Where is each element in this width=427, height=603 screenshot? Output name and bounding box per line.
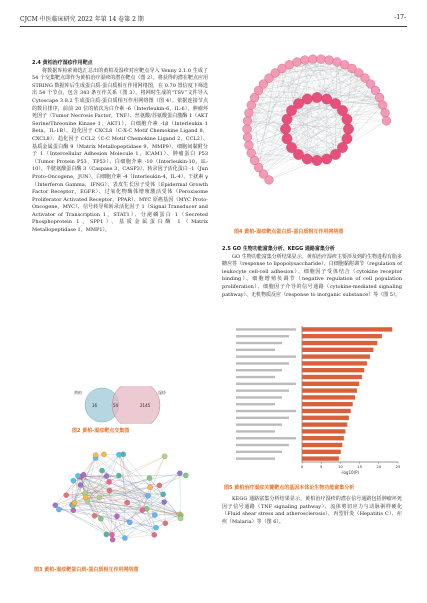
paragraph: GO 生物功能富集分析结果显示，黄柏治疗湿疹主要涉及到的生物进程有脂多糖应答（response to lipopolysaccharide）、白细胞黏附调节（regulation of leukocyte cell-cell adhesion）、细胞因子受体结合（cytokine receptor binding）、细胞增殖负调节（negative regulation of cell population proliferation）、细胞因子介导的信号通路（cytokine-mediated signaling pathway）、无机物质反应（response to inorganic substance）等（图 5）。 — [222, 253, 402, 298]
category-label-placeholder — [236, 349, 275, 351]
caption-fig5 — [224, 484, 354, 491]
ppi-node — [163, 521, 168, 526]
category-label-placeholder — [236, 328, 296, 330]
ppi-edge — [84, 458, 96, 475]
category-label-placeholder — [236, 396, 282, 398]
bar — [302, 368, 364, 372]
ppi-edge — [85, 455, 119, 494]
ppi-node — [183, 473, 188, 478]
bar — [302, 334, 382, 338]
ppi-node — [104, 474, 109, 479]
ppi-node — [71, 508, 76, 513]
ppi-node — [114, 514, 119, 519]
x-tick-label: 25 — [395, 464, 401, 469]
bar — [302, 436, 344, 440]
category-label-placeholder — [236, 451, 282, 453]
caption-fig3 — [34, 566, 138, 573]
network-node — [342, 114, 352, 124]
ppi-node — [122, 535, 127, 540]
ppi-node — [107, 488, 112, 493]
network-node — [280, 124, 290, 134]
header-rule — [20, 26, 407, 27]
x-axis-label: -log10(P) — [340, 470, 360, 475]
network-node — [322, 154, 332, 164]
figure-number: 图3 — [34, 567, 43, 573]
ppi-node — [71, 478, 76, 483]
paragraph: KEGG 通路富集分析结果显示，黄柏治疗湿疹的潜在信号通路包括肿瘤坏死因子信号通路（TNF signaling pathway）、流体剪切应力与动脉粥样硬化（Fluid shear stress and atherosclerosis）、丙型肝炎（Hepatitis C）、疟疾（Malaria）等（图 6）。 — [222, 496, 402, 525]
ppi-node — [147, 475, 152, 480]
left-column-text — [32, 60, 208, 235]
network-edge — [347, 105, 383, 119]
bar — [302, 354, 370, 358]
ppi-node — [148, 485, 153, 490]
bar — [302, 348, 373, 352]
bar — [302, 388, 357, 392]
ppi-node — [110, 537, 115, 542]
bar — [302, 375, 362, 379]
ppi-node — [93, 452, 98, 457]
figure-title: 黄柏-湿疹靶点交集图 — [82, 428, 130, 434]
ppi-node — [116, 452, 121, 457]
network-node — [243, 125, 252, 134]
category-label-placeholder — [236, 342, 282, 344]
ppi-node — [140, 508, 145, 513]
ppi-edge — [84, 475, 107, 477]
network-edge — [292, 110, 343, 147]
network-node — [309, 55, 318, 64]
ppi-node — [152, 532, 157, 537]
network-node — [282, 134, 292, 144]
figure-circular-network — [232, 40, 402, 218]
figure-number: 图5 — [224, 485, 233, 491]
venn-right-count: 2145 — [140, 403, 151, 408]
bar — [302, 409, 351, 413]
venn-both-count: 54 — [113, 403, 119, 408]
ppi-node — [92, 513, 97, 518]
right-column-text-2 — [222, 496, 402, 526]
ppi-node — [116, 473, 121, 478]
network-node — [317, 55, 326, 64]
figure-title: 黄柏-湿疹靶点蛋白质-蛋白质相互作用网络图 — [244, 229, 344, 235]
network-node — [244, 141, 253, 150]
bar — [302, 456, 339, 460]
network-edge — [249, 105, 383, 113]
network-edge — [251, 105, 347, 139]
category-label-placeholder — [236, 437, 296, 439]
caption-fig2 — [72, 427, 129, 434]
figure-title: 黄柏治疗湿疹关键靶点的基因本体论生物功能富集分析 — [234, 485, 355, 491]
ppi-edge — [79, 477, 125, 538]
journal-title: CJCM 中医临床研究 2022 年第 14 卷第 2 期 — [20, 16, 144, 23]
ppi-node — [99, 468, 104, 473]
ppi-node — [161, 492, 166, 497]
ppi-edge — [86, 456, 165, 497]
ppi-node — [152, 512, 157, 517]
network-node — [312, 155, 322, 165]
figure-number: 图4 — [234, 229, 243, 235]
bar — [302, 341, 377, 345]
figure-number: 图2 — [72, 428, 81, 434]
bar — [302, 422, 347, 426]
figure-title: 黄柏-湿疹靶蛋白质-蛋白质相互作用网络图 — [44, 567, 139, 573]
ppi-node — [56, 507, 61, 512]
ppi-node — [64, 493, 69, 498]
right-column-text — [222, 246, 402, 299]
ppi-node — [97, 495, 102, 500]
ppi-node — [78, 482, 83, 487]
bar — [302, 416, 349, 420]
category-label-placeholder — [236, 444, 289, 446]
venn-left-count: 16 — [92, 403, 98, 408]
ppi-edge — [109, 490, 129, 522]
category-label-placeholder — [236, 423, 282, 425]
network-node — [312, 92, 322, 102]
venn-left-label: 黄柏 — [74, 390, 82, 395]
network-edge — [251, 139, 287, 153]
category-label-placeholder — [236, 430, 275, 432]
ppi-edge — [113, 535, 155, 540]
network-node — [293, 58, 302, 67]
category-label-placeholder — [236, 389, 289, 391]
category-label-placeholder — [236, 417, 289, 419]
x-tick-label: 5 — [319, 464, 323, 469]
bar — [302, 450, 341, 454]
network-node — [343, 124, 353, 134]
category-label-placeholder — [236, 335, 289, 337]
venn-right-label: 湿疹 — [158, 390, 166, 395]
category-label-placeholder — [236, 383, 296, 385]
x-tick-label: 20 — [376, 464, 382, 469]
category-label-placeholder — [236, 376, 275, 378]
ppi-node — [127, 520, 132, 525]
section-heading-2-5: 2.5 GO 生物功能富集分析、KEGG 通路富集分析 — [222, 246, 335, 252]
ppi-node — [53, 503, 58, 508]
ppi-node — [177, 471, 182, 476]
ppi-edge — [159, 475, 185, 485]
section-heading-2-4: 2.4 黄柏治疗湿疹作用靶点 — [32, 60, 93, 66]
caption-fig4 — [234, 228, 343, 235]
ppi-edge — [104, 454, 163, 494]
bar — [302, 395, 355, 399]
category-label-placeholder — [236, 362, 289, 364]
bar — [302, 443, 342, 447]
figure-go-bar-chart — [230, 322, 406, 482]
ppi-node — [83, 495, 88, 500]
x-tick-label: 10 — [337, 464, 343, 469]
ppi-edges — [55, 454, 186, 539]
running-header — [20, 14, 406, 24]
network-node — [244, 108, 253, 117]
network-node — [247, 149, 256, 158]
ppi-node — [101, 452, 106, 457]
network-node — [378, 101, 387, 110]
network-edge — [247, 65, 289, 121]
figure-ppi-network — [36, 438, 204, 548]
ppi-edge — [106, 534, 124, 538]
network-node — [325, 56, 334, 65]
figure-venn — [40, 386, 200, 424]
network-edge — [263, 148, 291, 174]
ppi-node — [157, 483, 162, 488]
bar — [302, 327, 392, 331]
bar — [302, 402, 353, 406]
network-node — [333, 58, 342, 67]
ppi-node — [75, 473, 80, 478]
ppi-node — [178, 516, 183, 521]
ppi-node — [109, 532, 114, 537]
ppi-node — [162, 454, 167, 459]
x-tick-label: 15 — [357, 464, 363, 469]
ppi-node — [104, 532, 109, 537]
network-node — [300, 56, 309, 65]
paragraph: 将数据库检索筛选汇总出的黄柏及湿疹对应靶点导入 Venny 2.1.0 生成了 54 个交集靶点即作为黄柏治疗湿疹的潜在靶点（图 2）。将获得的潜在靶点应用 STRING 数据库后生成蛋白质-蛋白质相互作用网络图，在 0.70 置信度下筛选出 54 个节点，包含 343 条互作关系（图 3）。将网时生成的“TSV”文件导入 Cytoscape 3.8.2 生成蛋白质-蛋白质相互作用网络图（图 4）。依据连接节点的数目排序，前前 20 位的依次为白介素 -6（Interleukin-6，IL-6）、肿瘤坏死因子（Tumor Necrosis Factor，TNF）、丝氨酸/苏氨酸蛋白激酶 1（AKT Serine/Threonine Kinase 1，AKT1）、白细胞介素 -1β（Interleukin 1 Beta，IL-1B）、趋化因子 CXCL8（C-X-C Motif Chemokine Ligand 8，CXCL8）、趋化因子 CCL2（C-C Motif Chemokine Ligand 2，CCL2）、基质金属蛋白酶 9（Matrix Metallopeptidase 9，MMP9）、细胞间黏附分子 1（Intercellular Adhesion Molecule 1，ICAM1）、肿瘤蛋白 P53（Tumor Protein P53，TP53）、白细胞介素 -10（Interleukin-10，IL-10）、半胱氨酸蛋白酶 3（Caspase 3，CASP3）、转录因子活化蛋白 -1（Jun Proto-Oncogene，JUN）、白细胞介素 -4（Interleukin-4，IL-4）、干扰素 γ（Interferon Gamma，IFNG）、表皮生长因子受体（Epidermal Growth Factor Receptor，EGFR）、过氧化物酶体增殖激活受体（Peroxisome Proliferator Activated Receptor，PPAR）、MYC 原癌基因（MYC Proto-Oncogene，MYC）、信号转导和转录活化因子 1（Signal Transducer and Activator of Transcription 1，STAT1）、分泌磷蛋白 1（Secreted Phosphoprotein 1，SPP1）、基质金属蛋白酶 1（Matrix Metallopeptidase 1，MMP1）。 — [32, 67, 208, 234]
page-number: -17- — [394, 14, 406, 21]
network-node — [243, 133, 252, 142]
ppi-node — [81, 472, 86, 477]
ppi-node — [98, 516, 103, 521]
category-label-placeholder — [236, 355, 296, 357]
ppi-node — [125, 500, 130, 505]
category-label-placeholder — [236, 369, 282, 371]
category-label-placeholder — [236, 403, 275, 405]
ppi-node — [153, 525, 158, 530]
network-node — [381, 108, 390, 117]
ppi-node — [162, 499, 167, 504]
category-label-placeholder — [236, 457, 275, 459]
category-label-placeholder — [236, 410, 296, 412]
ppi-node — [72, 500, 77, 505]
bar — [302, 361, 367, 365]
bar — [302, 382, 359, 386]
network-node — [285, 60, 294, 69]
network-node — [302, 94, 312, 104]
ppi-node — [145, 493, 150, 498]
x-tick-label: 0 — [300, 464, 304, 469]
ppi-node — [106, 479, 111, 484]
network-node — [243, 116, 252, 125]
ppi-edge — [180, 473, 181, 518]
bar — [302, 429, 345, 433]
network-node — [382, 116, 391, 125]
